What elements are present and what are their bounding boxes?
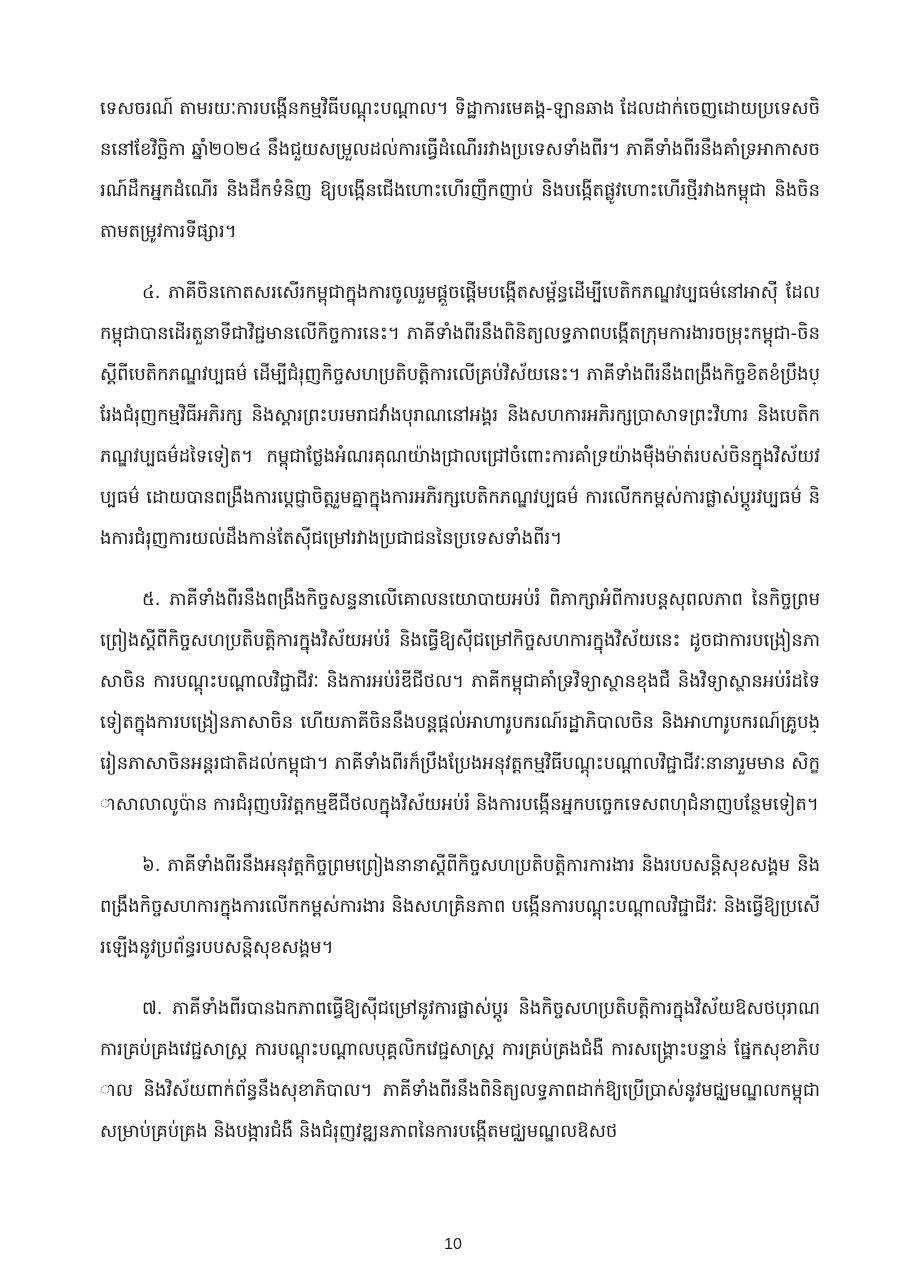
paragraph-6-labour: ៦. ភាគីទាំងពីរនឹងអនុវត្តកិច្ចព្រមព្រៀងនានាស្តីពីកិច្ចសហប្រតិបត្តិការការងារ និងរបបសន្តិសុខសង្គម និងពង្រឹងកិច្ចសហការក្នុងការលើកកម្ពស់ការងារ និងសហគ្រិនភាព បង្កើនការបណ្តុះបណ្តាលវិជ្ជាជីវៈ និងធ្វើឱ្យប្រសើរឡើងនូវប្រព័ន្ធរបបសន្តិសុខសង្គម។	[100, 855, 820, 958]
paragraph-continuation: ទេសចរណ៍ តាមរយៈការបង្កើនកម្មវិធីបណ្តុះបណ្តាល។ ទិដ្ឋាការមេគង្គ-ឡានឆាង ដែលដាក់ចេញដោយប្រទេសចិននៅខែវិច្ឆិកា ឆ្នាំ២០២៤ នឹងជួយសម្រួលដល់ការធ្វើដំណើររវាងប្រទេសទាំងពីរ។ ភាគីទាំងពីរនឹងគាំទ្រអាកាសចរណ៍ដឹកអ្នកដំណើរ និងដឹកទំនិញ ឱ្យបង្កើនជើងហោះហើរញឹកញាប់ និងបង្កើតផ្លូវហោះហើរថ្មីរវាងកម្ពុជា និងចិន តាមតម្រូវការទីផ្សារ។	[100, 98, 820, 242]
paragraph-5-education: ៥. ភាគីទាំងពីរនឹងពង្រឹងកិច្ចសន្ទនាលើគោលនយោបាយអប់រំ ពិភាក្សាអំពីការបន្តសុពលភាព នៃកិច្ចព្រមព្រៀងស្តីពីកិច្ចសហប្រតិបត្តិការក្នុងវិស័យអប់រំ និងធ្វើឱ្យស៊ីជម្រៅកិច្ចសហការក្នុងវិស័យនេះ ដូចជាការបង្រៀនភាសាចិន ការបណ្តុះបណ្តាលវិជ្ជាជីវៈ និងការអប់រំឌីជីថល។ ភាគីកម្ពុជាគាំទ្រវិទ្យាស្ថានខុងជឺ និងវិទ្យាស្ថានអប់រំដទៃទៀតក្នុងការបង្រៀនភាសាចិន ហើយភាគីចិននឹងបន្តផ្តល់អាហារូបករណ៍រដ្ឋាភិបាលចិន និងអាហារូបករណ៍គ្រូបង្រៀនភាសាចិនអន្តរជាតិដល់កម្ពុជា។ ភាគីទាំងពីរក៏ប្រឹងប្រែងអនុវត្តកម្មវិធីបណ្តុះបណ្តាលវិជ្ជាជីវៈនានារួមមាន សិក្ខាសាលាលូប៉ាន ការជំរុញបរិវត្តកម្មឌីជីថលក្នុងវិស័យអប់រំ និងការបង្កើនអ្នកបច្ចេកទេសពហុជំនាញបន្ថែមទៀត។	[100, 589, 820, 815]
paragraph-7-health: ៧. ភាគីទាំងពីរបានឯកភាពធ្វើឱ្យស៊ីជម្រៅនូវការផ្លាស់ប្តូរ និងកិច្ចសហប្រតិបត្តិការក្នុងវិស័យឱសថបុរាណ ការគ្រប់គ្រងវេជ្ជសាស្ត្រ ការបណ្តុះបណ្តាលបុគ្គលិកវេជ្ជសាស្ត្រ ការគ្រប់គ្រងជំងឺ ការសង្គ្រោះបន្ទាន់ ផ្នែកសុខាភិបាល និងវិស័យពាក់ព័ន្ធនឹងសុខាភិបាល។ ភាគីទាំងពីរនឹងពិនិត្យលទ្ធភាពដាក់ឱ្យប្រើប្រាស់នូវមជ្ឈមណ្ឌលកម្ពុជាសម្រាប់គ្រប់គ្រង និងបង្ការជំងឺ និងជំរុញវឌ្ឍនភាពនៃការបង្កើតមជ្ឈមណ្ឌលឱសថ	[100, 998, 820, 1142]
page-number: 10	[444, 1236, 462, 1253]
paragraph-4-cultural-heritage: ៤. ភាគីចិនកោតសរសើរកម្ពុជាក្នុងការចូលរួមផ្តួចផ្តើមបង្កើតសម្ព័ន្ធដើម្បីបេតិកភណ្ឌវប្បធម៌នៅអាស៊ី ដែលកម្ពុជាបានដើរតួនាទីជាវិជ្ជមានលើកិច្ចការនេះ។ ភាគីទាំងពីរនឹងពិនិត្យលទ្ធភាពបង្កើតក្រុមការងារចម្រុះកម្ពុជា-ចិនស្តីពីបេតិកភណ្ឌវប្បធម៌ ដើម្បីជំរុញកិច្ចសហប្រតិបត្តិការលើគ្រប់វិស័យនេះ។ ភាគីទាំងពីរនឹងពង្រឹងកិច្ចខិតខំប្រឹងប្រែងជំរុញកម្មវិធីអភិរក្ស និងស្តារព្រះបរមរាជវាំងបុរាណនៅអង្គរ និងសហការអភិរក្សប្រាសាទព្រះវិហារ និងបេតិកភណ្ឌវប្បធម៌ដទៃទៀត។ កម្ពុជាថ្លែងអំណរគុណយ៉ាងជ្រាលជ្រៅចំពោះការគាំទ្រយ៉ាងម៉ឺងម៉ាត់របស់ចិនក្នុងវិស័យវប្បធម៌ ដោយបានពង្រឹងការប្តេជ្ញាចិត្តរួមគ្នាក្នុងការអភិរក្សបេតិកភណ្ឌវប្បធម៌ ការលើកកម្ពស់ការផ្លាស់ប្តូរវប្បធម៌ និងការជំរុញការយល់ដឹងកាន់តែស៊ីជម្រៅរវាងប្រជាជននៃប្រទេសទាំងពីរ។	[100, 282, 820, 549]
document-body	[100, 88, 820, 1172]
